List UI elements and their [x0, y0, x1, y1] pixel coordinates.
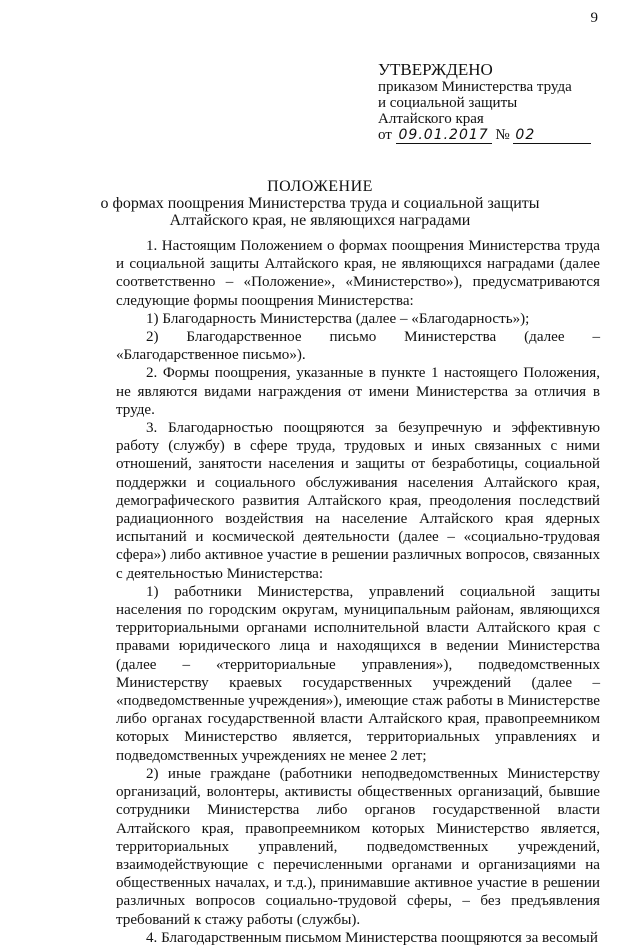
approval-line-1: приказом Министерства труда [378, 79, 572, 95]
paragraph: 2) иные граждане (работники неподведомственных Министерству организаций, волонтеры, активисты общественных организаций, бывшие сотрудники Министерства либо органов государственной власти Алтайского края, правопреемником которых Министерство является, территориальных управлений, подведомственных учреждений, взаимодействующие с перечисленными органами и организациями на общественных началах, и т.д.), принимавшие активное участие в решении различных вопросов социально-трудовой сферы, – без предъявления требований к стажу работы (службы). [116, 765, 600, 928]
handwritten-number: 02 [513, 127, 591, 144]
approval-line-3: Алтайского края [378, 111, 484, 127]
paragraph: 2) Благодарственное письмо Министерства (далее – «Благодарственное письмо»). [116, 329, 600, 364]
document-heading [0, 178, 640, 229]
paragraph: 1. Настоящим Положением о формах поощрения Министерства труда и социальной защиты Алтайского края, не являющихся наградами (далее соответственно – «Положение», «Министерство»), предусматриваются следующие формы поощрения Министерства: [116, 238, 600, 309]
approval-line-2: и социальной защиты [378, 95, 518, 111]
approval-title: УТВЕРЖДЕНО [378, 60, 493, 79]
paragraph: 2. Формы поощрения, указанные в пункте 1 настоящего Положения, не являются видами награждения от имени Министерства за отличия в труде. [116, 365, 600, 418]
paragraph: 1) работники Министерства, управлений социальной защиты населения по городским округам, муниципальным районам, являющихся территориальными органами исполнительной власти Алтайского края с правами юридического лица и находящихся в ведении Министерства (далее – «территориальные управления»), подведомственных Министерству краевых государственных учреждений (далее – «подведомственные учреждения»), имеющие стаж работы в Министерстве либо органах государственной власти Алтайского края, правопреемником которых Министерство является, территориальных управлениях и подведомственных учреждениях не менее 2 лет; [116, 583, 600, 764]
date-prefix: от [378, 127, 392, 143]
page-number: 9 [590, 10, 598, 26]
paragraph: 4. Благодарственным письмом Министерства поощряются за весомый [146, 929, 598, 946]
approval-date-line [378, 127, 618, 144]
document-title: ПОЛОЖЕНИЕ [267, 178, 373, 195]
paragraph: 1) Благодарность Министерства (далее – «Благодарность»); [146, 310, 530, 327]
document-subtitle-line-2: Алтайского края, не являющихся наградами [169, 212, 471, 229]
document-subtitle-line-1: о формах поощрения Министерства труда и социальной защиты [100, 195, 540, 212]
approval-stamp [378, 60, 618, 144]
document-body [116, 237, 600, 947]
paragraph: 3. Благодарностью поощряются за безупречную и эффективную работу (службу) в сфере труда, трудовых и иных связанных с ними отношений, занятости населения и защиты от безработицы, социальной поддержки и социального обслуживания населения Алтайского края, демографического развития Алтайского края, преодоления последствий радиационного воздействия на население Алтайского края ядерных испытаний и космической деятельности (далее – «социально-трудовая сфера») либо активное участие в решении различных вопросов, связанных с деятельностью Министерства: [116, 420, 600, 582]
handwritten-date: 09.01.2017 [396, 127, 492, 144]
number-prefix: № [495, 127, 510, 143]
